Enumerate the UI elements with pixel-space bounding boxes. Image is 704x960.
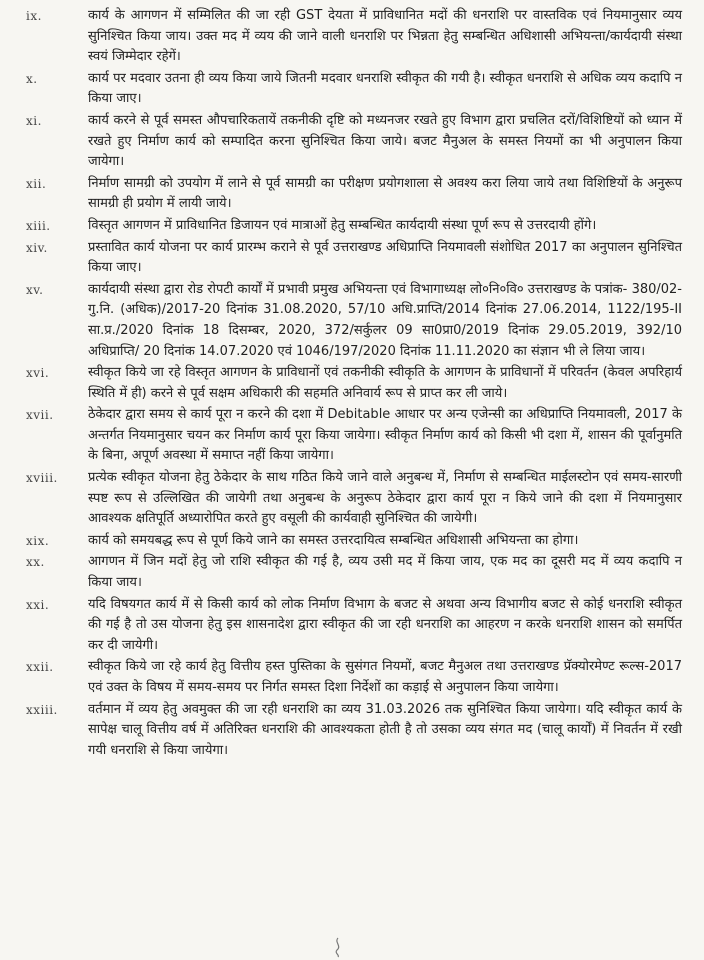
item-number: xiii. xyxy=(26,218,51,233)
item-text: कार्य पर मदवार उतना ही व्यय किया जाये जितनी मदवार धनराशि स्वीकृत की गयी है। स्वीकृत धनराशि से अधिक व्यय कदापि न किया जाए। xyxy=(88,70,682,107)
item-number: x. xyxy=(26,71,38,86)
list-item xyxy=(24,531,682,552)
item-number: xviii. xyxy=(26,471,58,486)
item-number: xxi. xyxy=(26,597,50,612)
item-text: कार्य के आगणन में सम्मिलित की जा रही GST देयता में प्राविधानित मदों की धनराशि पर वास्तविक एवं नियमानुसार व्यय सुनिश्चित किया जाय। उक्त मद में व्यय की जाने वाली धनराशि पर भिन्नता हेतु सम्बन्धित अधिशासी अभियन्ता/कार्यदायी संस्था स्वयं जिम्मेदार रहेगें। xyxy=(88,8,682,65)
signature-mark xyxy=(330,936,346,958)
item-number: xxiii. xyxy=(26,702,58,717)
item-text: स्वीकृत किये जा रहे कार्य हेतु वित्तीय हस्त पुस्तिका के सुसंगत नियमों, बजट मैनुअल तथा उत्तराखण्ड प्रॅक्योरमेण्ट रूल्स-2017 एवं उक्त के विषय में समय-समय पर निर्गत समस्त दिशा निर्देशों का कड़ाई से अनुपालन किया जायेगा। xyxy=(88,659,682,695)
list-item xyxy=(24,595,682,657)
list-item xyxy=(24,700,682,762)
conditions-list xyxy=(24,6,682,761)
list-item xyxy=(24,216,682,237)
item-number: ix. xyxy=(26,9,42,23)
item-text: कार्य करने से पूर्व समस्त औपचारिकतायें तकनीकी दृष्टि को मध्यनजर रखते हुए विभाग द्वारा प्रचलित दरों/विशिष्टियों को ध्यान में रखते हुए निर्माण कार्य को सम्पादित करना सुनिश्चित किया जाये। बजट मैनुअल के समस्त नियमों का भी अनुपालन किया जायेगा। xyxy=(88,112,682,170)
list-item xyxy=(24,111,682,173)
item-text: ठेकेदार द्वारा समय से कार्य पूरा न करने की दशा में Debitable आधार पर अन्य एजेन्सी का अधिप्राप्ति नियमावली, 2017 के अन्तर्गत नियमानुसार चयन कर निर्माण कार्य पूरा किया जायेगा। स्वीकृत निर्माण कार्य को किसी भी दशा में, शासन की पूर्वानुमति के बिना, अपूर्ण अवस्था में समाप्त नहीं किया जायेगा। xyxy=(88,407,682,464)
item-number: xix. xyxy=(26,533,50,548)
item-text: आगणन में जिन मदों हेतु जो राशि स्वीकृत की गई है, व्यय उसी मद में किया जाय, एक मद का दूसरी मद में व्यय कदापि न किया जाय। xyxy=(88,554,682,591)
item-number: xii. xyxy=(26,176,47,191)
item-number: xx. xyxy=(26,555,45,570)
item-number: xv. xyxy=(26,282,44,297)
item-number: xiv. xyxy=(26,240,48,255)
list-item xyxy=(24,363,682,404)
item-text: कार्य को समयबद्ध रूप से पूर्ण किये जाने का समस्त उत्तरदायित्व सम्बन्धित अधिशासी अभियन्ता का होगा। xyxy=(88,532,579,548)
list-item xyxy=(24,657,682,698)
item-text: वर्तमान में व्यय हेतु अवमुक्त की जा रही धनराशि का व्यय 31.03.2026 तक सुनिश्चित किया जायेगा। यदि स्वीकृत कार्य के सापेक्ष चालू वित्तीय वर्ष में अतिरिक्त धनराशि की आवश्यकता होती है तो उसका व्यय संगत मद (चालू कार्यों) में निवर्तन में रखी गयी धनराशि से किया जायेगा। xyxy=(88,701,682,758)
item-number: xi. xyxy=(26,113,42,128)
list-item xyxy=(24,238,682,279)
list-item xyxy=(24,174,682,215)
list-item xyxy=(24,405,682,467)
item-text: निर्माण सामग्री को उपयोग में लाने से पूर्व सामग्री का परीक्षण प्रयोगशाला से अवश्य करा लिया जाये तथा विशिष्टियों के अनुरूप सामग्री ही प्रयोग में लायी जाये। xyxy=(88,175,682,212)
item-text: यदि विषयगत कार्य में से किसी कार्य को लोक निर्माण विभाग के बजट से अथवा अन्य विभागीय बजट से कोई धनराशि स्वीकृत की गई है तो उस योजना हेतु इस शासनादेश द्वारा स्वीकृत की जा रही धनराशि का आहरण न करके धनराशि शासन को समर्पित कर दी जायेगी। xyxy=(88,596,682,653)
item-number: xvii. xyxy=(26,408,54,423)
item-number: xvi. xyxy=(26,366,50,381)
item-text: स्वीकृत किये जा रहे विस्तृत आगणन के प्राविधानों एवं तकनीकी स्वीकृति के आगणन के प्राविधानों में परिवर्तन (केवल अपरिहार्य स्थिति में ही) करने से पूर्व सक्षम अधिकारी की सहमति अनिवार्य रूप से प्राप्त कर ली जाये। xyxy=(88,365,682,401)
list-item xyxy=(24,552,682,593)
item-text: विस्तृत आगणन में प्राविधानित डिजायन एवं मात्राओं हेतु सम्बन्धित कार्यदायी संस्था पूर्ण रूप से उत्तरदायी होंगे। xyxy=(88,217,597,233)
item-text: प्रत्येक स्वीकृत योजना हेतु ठेकेदार के साथ गठित किये जाने वाले अनुबन्ध में, निर्माण से सम्बन्धित माईलस्टोन एवं समय-सारणी स्पष्ट रूप से उल्लिखित की जायेगी तथा अनुबन्ध के अनुरूप ठेकेदार द्वारा कार्य पूरा न किये जाने की दशा में नियमानुसार आवश्यक क्षतिपूर्ति अध्यारोपित करते हुए वसूली की कार्यवाही सुनिश्चित की जायेगी। xyxy=(88,470,682,527)
item-number: xxii. xyxy=(26,660,54,675)
list-item xyxy=(24,69,682,110)
list-item xyxy=(24,280,682,362)
list-item xyxy=(24,468,682,530)
list-item xyxy=(24,6,682,68)
item-text: कार्यदायी संस्था द्वारा रोड रोपटी कार्यों में प्रभावी प्रमुख अभियन्ता एवं विभागाध्यक्ष लो०नि०वि० उत्तराखण्ड के पत्रांक- 380/02-गु.नि. (अधिक)/2017-20 दिनांक 31.08.2020, 57/10 अधि.प्राप्ति/2014 दिनांक 27.06.2014, 1122/195-II सा.प्र./2020 दिनांक 18 दिसम्बर, 2020, 372/सर्कुलर 09 सा0प्रा0/2019 दिनांक 29.05.2019, 392/10 अधिप्राप्ति/ 20 दिनांक 14.07.2020 एवं 1046/197/2020 दिनांक 11.11.2020 का संज्ञान भी ले लिया जाय। xyxy=(88,281,682,359)
item-text: प्रस्तावित कार्य योजना पर कार्य प्रारम्भ कराने से पूर्व उत्तराखण्ड अधिप्राप्ति नियमावली संशोधित 2017 का अनुपालन सुनिश्चित किया जाए। xyxy=(88,239,682,276)
